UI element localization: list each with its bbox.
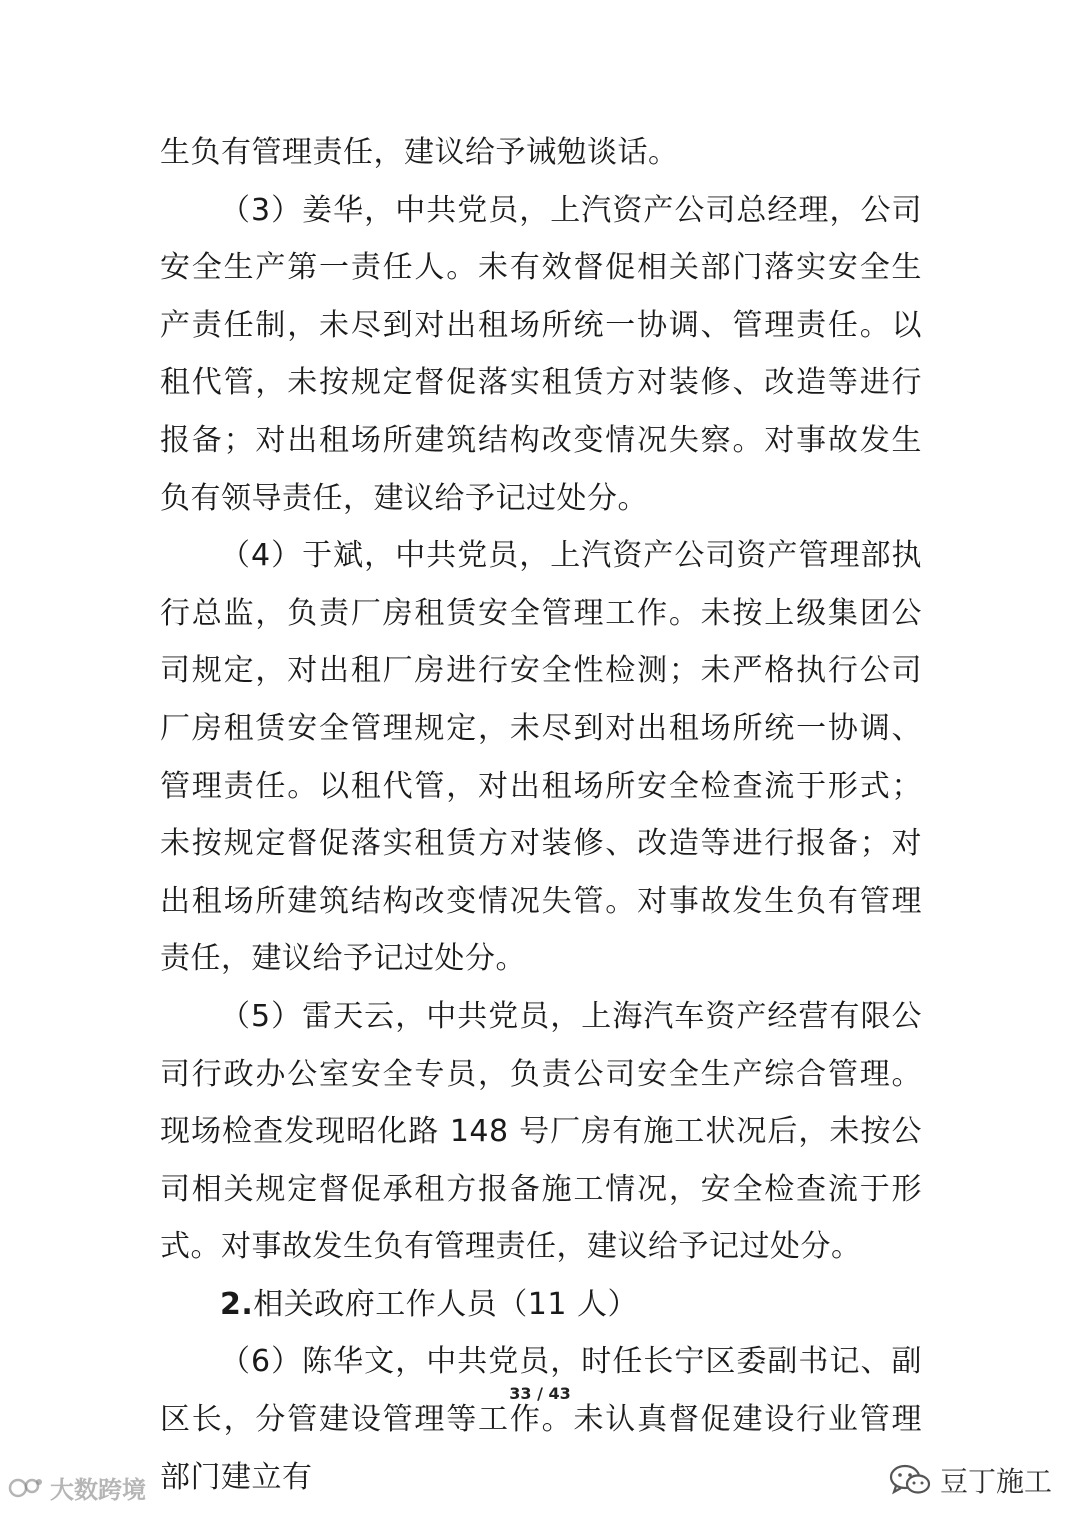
watermark-logo-icon <box>8 1474 44 1502</box>
paragraph-item-4: （4）于斌，中共党员，上汽资产公司资产管理部执行总监，负责厂房租赁安全管理工作。未按上级集团公司规定，对出租厂房进行安全性检测；未严格执行公司厂房租赁安全管理规定，未尽到对出租场所统一协调、管理责任。以租代管，对出租场所安全检查流于形式；未按规定督促落实租赁方对装修、改造等进行报备；对出租场所建筑结构改变情况失管。对事故发生负有管理责任，建议给予记过处分。 <box>160 538 922 977</box>
watermark-right <box>888 1460 1052 1500</box>
paragraph-item-5: （5）雷天云，中共党员，上海汽车资产经营有限公司行政办公室安全专员，负责公司安全生产综合管理。现场检查发现昭化路 148 号厂房有施工状况后，未按公司相关规定督促承租方报备施工情况，安全检查流于形式。对事故发生负有管理责任，建议给予记过处分。 <box>160 998 922 1265</box>
watermark-left-text: 大数跨境 <box>50 1476 146 1504</box>
section-heading-text: 相关政府工作人员（11 人） <box>253 1286 638 1322</box>
watermark-right-text: 豆丁施工 <box>940 1465 1053 1498</box>
wechat-icon <box>888 1462 932 1498</box>
paragraph-item-3: （3）姜华，中共党员，上汽资产公司总经理，公司安全生产第一责任人。未有效督促相关部门落实安全生产责任制，未尽到对出租场所统一协调、管理责任。以租代管，未按规定督促落实租赁方对装修、改造等进行报备；对出租场所建筑结构改变情况失察。对事故发生负有领导责任，建议给予记过处分。 <box>160 192 922 516</box>
section-heading <box>160 1276 922 1334</box>
paragraph-item-6: （6）陈华文，中共党员，时任长宁区委副书记、副区长，分管建设管理等工作。未认真督促建设行业管理部门建立有 <box>160 1344 922 1495</box>
page-number: 33 / 43 <box>509 1384 571 1403</box>
watermark-left <box>8 1470 146 1505</box>
document-body <box>160 124 922 1506</box>
paragraph-continuation: 生负有管理责任，建议给予诫勉谈话。 <box>160 135 679 170</box>
section-heading-number: 2. <box>220 1286 254 1322</box>
